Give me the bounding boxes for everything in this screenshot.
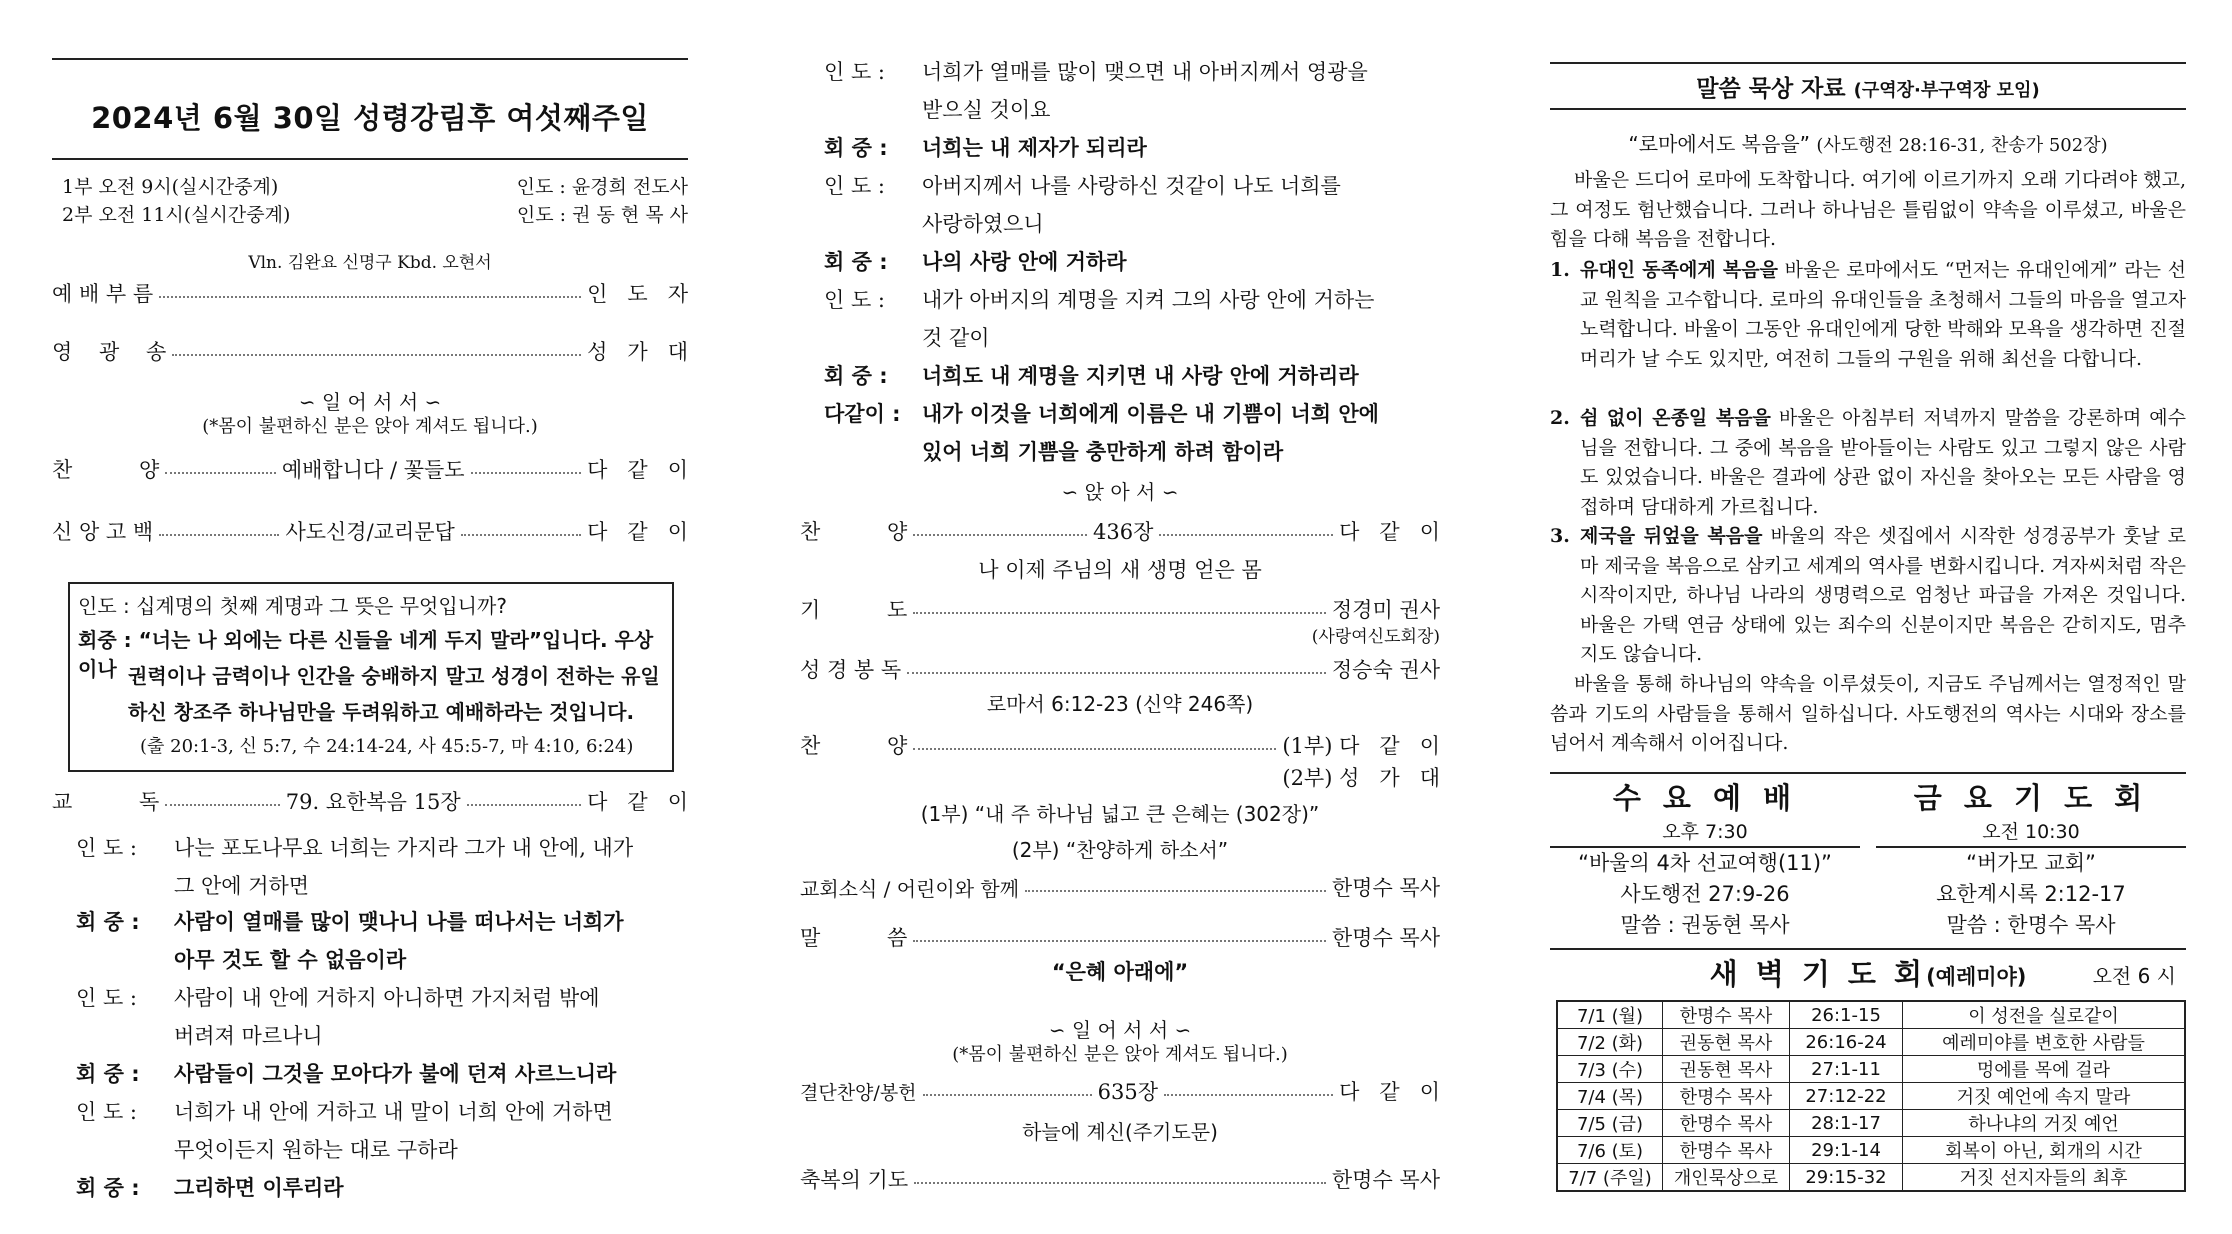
order-value: 정경미 권사 [1331, 598, 1440, 622]
table-row: 7/6 (토) 한명수 목사 29:1-14 회복이 아닌, 회개의 시간 [1557, 1137, 2185, 1164]
point-text: 쉼 없이 온종일 복음을 바울은 아침부터 저녁까지 말씀을 강론하며 예수님을 전합니다. 그 중에 복음을 받아들이는 사람도 있고 그렇지 않은 사람도 있었습니다. 바울은 결과에 상관 없이 자신을 찾아오는 모든 사람을 영접하며 담대하게 가르칩니다. [1580, 407, 2187, 518]
service-2-time: 2부 오전 11시(실시간중계) [62, 204, 291, 226]
order-detail: 79. 요한복음 15장 [285, 790, 461, 814]
order-detail: 사도신경/교리문답 [285, 520, 455, 544]
table-row: 7/7 (주일) 개인묵상으로 29:15-32 거짓 선지자들의 최후 [1557, 1164, 2185, 1192]
order-label: 찬 양 [800, 734, 908, 758]
dawn-title-sub: (예레미야) [1926, 965, 2027, 989]
order-label: 축복의 기도 [800, 1168, 909, 1192]
leader-dots [467, 804, 581, 806]
order-anthem-2: (2부) 성 가 대 [1282, 766, 1440, 790]
order-value: (1부) 다 같 이 [1282, 734, 1440, 758]
order-benediction [800, 1164, 1440, 1194]
point-text: 유대인 동족에게 복음을 바울은 로마에서도 “먼저는 유대인에게” 라는 선교 원칙을 고수합니다. 로마의 유대인들을 초청해서 그들의 마음을 열고자 노력합니다. 바울이 그동안 유대인에게 당한 박해와 모욕을 생각하면 진절머리가 날 수도 있지만, 여전히 그들의 구원을 위해 최선을 다합니다. [1580, 259, 2186, 370]
order-announcements [800, 872, 1440, 902]
leader-dots [913, 748, 1276, 750]
dawn-schedule-table [1556, 1000, 2186, 1192]
order-label: 찬 양 [52, 458, 160, 482]
wednesday-title: 수 요 예 배 [1612, 781, 1798, 815]
standing-marker: ∽ 일 어 서 서 ∽ [298, 390, 442, 414]
meditation-header: 말씀 묵상 자료 (구역장·부구역장 모임) [1696, 76, 2040, 102]
catechism-answer-2: 권력이나 금력이나 인간을 숭배하지 말고 성경이 전하는 유일 [128, 664, 660, 688]
dawn-prayer-header [1550, 952, 2186, 992]
order-label: 예 배 부 름 [52, 282, 154, 306]
friday-reference: 요한계시록 2:12-17 [1936, 882, 2126, 906]
point-number: 3. [1550, 525, 1570, 547]
order-prayer [800, 594, 1440, 624]
order-call-to-worship [52, 278, 688, 308]
title-rule [52, 158, 688, 160]
sitting-marker: ∽ 앉 아 서 ∽ [1061, 480, 1179, 504]
wednesday-time: 오후 7:30 [1550, 817, 1860, 848]
catechism-reference: (출 20:1-3, 신 5:7, 수 24:14-24, 사 45:5-7, 마 4:10, 6:24) [140, 736, 634, 757]
order-label: 교 독 [52, 790, 160, 814]
sermon-title: “은혜 아래에” [1051, 960, 1189, 984]
meditation-point-3 [1550, 522, 2186, 665]
leader-dots [471, 472, 582, 474]
standing-note: (*몸이 불편하신 분은 앉아 계셔도 됩니다.) [952, 1044, 1288, 1065]
meditation-subtitle: “로마에서도 복음을” (사도행전 28:16-31, 찬송가 502장) [1628, 132, 2108, 156]
leader-dots [461, 534, 581, 536]
point-text: 제국을 뒤엎을 복음을 바울의 작은 셋집에서 시작한 성경공부가 훗날 로마 제국을 복음으로 삼키고 세계의 역사를 변화시킵니다. 겨자씨처럼 작은 시작이지만, 하나님 나라의 생명력으로 엄청난 파급을 가져온 것입니다. 바울은 가택 연금 상태에 있는 죄수의 신분이지만 복음은 갇히지도, 멈추지도 않습니다. [1580, 525, 2186, 665]
order-label: 성 경 봉 독 [800, 658, 902, 682]
leader-dots [159, 534, 279, 536]
point-number: 1. [1550, 259, 1570, 281]
meditation-subtitle-ref: (사도행전 28:16-31, 찬송가 502장) [1816, 135, 2108, 156]
service-1-time: 1부 오전 9시(실시간중계) [62, 176, 279, 198]
meditation-closing: 바울을 통해 하나님의 약속을 이루셨듯이, 지금도 주님께서는 열정적인 말씀과 기도의 사람들을 통해서 일하십니다. 사도행전의 역사는 시대와 장소를 넘어서 계속해서 이어집니다. [1550, 673, 2186, 754]
order-detail: 635장 [1097, 1080, 1158, 1104]
table-row: 7/1 (월) 한명수 목사 26:1-15 이 성전을 실로같이 [1557, 1001, 2185, 1029]
meditation-point-2 [1550, 404, 2186, 522]
leader-dots [172, 354, 581, 356]
wednesday-preacher: 말씀 : 권동현 목사 [1620, 913, 1790, 937]
leader-dots [1164, 1094, 1333, 1096]
order-offering [800, 1076, 1440, 1106]
friday-sermon: “버가모 교회” [1966, 851, 2096, 875]
order-value: 정승숙 권사 [1331, 658, 1440, 682]
order-gloria [52, 336, 688, 366]
order-value: 다 같 이 [587, 790, 688, 814]
meditation-header-sub: (구역장·부구역장 모임) [1853, 80, 2040, 101]
leader-dots [1159, 534, 1333, 536]
leader-dots [165, 804, 279, 806]
dawn-title: 새 벽 기 도 회(예레미야) [1709, 957, 2027, 991]
order-value: 한명수 목사 [1331, 926, 1440, 950]
anthem-title-2: (2부) “찬양하게 하소서” [1011, 838, 1229, 862]
musicians: Vln. 김완요 신명구 Kbd. 오현서 [248, 253, 492, 273]
top-rule [52, 58, 688, 60]
order-value: 다 같 이 [1339, 520, 1440, 544]
order-label: 영 광 송 [52, 340, 167, 364]
order-label: 신 앙 고 백 [52, 520, 154, 544]
page-title: 2024년 6월 30일 성령강림후 여섯째주일 [91, 101, 649, 135]
catechism-answer-1: 회중 : “너는 나 외에는 다른 신들을 네게 두지 말라”입니다. 우상이나 [78, 628, 654, 681]
friday-prayer [1876, 776, 2186, 941]
table-row: 7/4 (목) 한명수 목사 27:12-22 거짓 예언에 속지 말라 [1557, 1083, 2185, 1110]
weekly-rule [1550, 772, 2186, 774]
standing-note: (*몸이 불편하신 분은 앉아 계셔도 됩니다.) [202, 416, 538, 437]
friday-time: 오전 10:30 [1876, 817, 2186, 848]
order-value: 성 가 대 [587, 340, 688, 364]
wednesday-service [1550, 776, 1860, 941]
order-scripture [800, 654, 1440, 684]
order-value: 다 같 이 [1339, 1080, 1441, 1104]
dawn-rule [1550, 948, 2186, 950]
wednesday-sermon: “바울의 4차 선교여행(11)” [1578, 851, 1832, 875]
order-responsive-reading [52, 786, 688, 816]
order-label: 결단찬양/봉헌 [800, 1081, 917, 1104]
catechism-box [68, 582, 674, 772]
leader-dots [907, 672, 1326, 674]
leader-dots [913, 612, 1326, 614]
scripture-reference: 로마서 6:12-23 (신약 246쪽) [986, 692, 1254, 716]
anthem-title-1: (1부) “내 주 하나님 넓고 큰 은혜는 (302장)” [920, 802, 1320, 826]
leader-dots [165, 472, 276, 474]
service-2-leader: 인도 : 권 동 현 목 사 [516, 204, 688, 226]
service-1-leader: 인도 : 윤경희 전도사 [516, 176, 688, 198]
order-value: 인 도 자 [587, 282, 688, 306]
order-value: 한명수 목사 [1331, 1168, 1440, 1192]
order-hymn [52, 454, 688, 484]
prayer-leader-note: (사랑여신도회장) [1311, 627, 1440, 647]
leader-dots [914, 1182, 1326, 1184]
order-detail: 예배합니다 / 꽃들도 [281, 458, 465, 482]
order-value: 한명수 목사 [1331, 876, 1440, 900]
meditation-point-1 [1550, 256, 2186, 396]
friday-title: 금 요 기 도 회 [1913, 781, 2149, 815]
leader-dots [1025, 890, 1326, 892]
leader-dots [913, 534, 1087, 536]
order-detail: 436장 [1093, 520, 1154, 544]
friday-preacher: 말씀 : 한명수 목사 [1946, 913, 2116, 937]
point-number: 2. [1550, 407, 1570, 429]
order-label: 교회소식 / 어린이와 함께 [800, 876, 1020, 901]
order-creed [52, 516, 688, 546]
table-row: 7/5 (금) 한명수 목사 28:1-17 하나냐의 거짓 예언 [1557, 1110, 2185, 1137]
order-label: 말 씀 [800, 926, 908, 950]
meditation-intro: 바울은 드디어 로마에 도착합니다. 여기에 이르기까지 오래 기다려야 했고, 그 여정도 험난했습니다. 그러나 하나님은 틀림없이 약속을 이루셨고, 바울은 힘을 다해 복음을 전합니다. [1550, 169, 2186, 250]
leader-dots [159, 296, 581, 298]
standing-marker: ∽ 일 어 서 서 ∽ [1048, 1018, 1192, 1042]
dawn-time: 오전 6 시 [2092, 964, 2176, 988]
table-row: 7/3 (수) 권동현 목사 27:1-11 멍에를 목에 걸라 [1557, 1056, 2185, 1083]
leader-dots [913, 940, 1326, 942]
order-value: 다 같 이 [587, 520, 688, 544]
table-row: 7/2 (화) 권동현 목사 26:16-24 예레미야를 변호한 사람들 [1557, 1029, 2185, 1056]
order-hymn [800, 516, 1440, 546]
hymn-title: 나 이제 주님의 새 생명 얻은 몸 [978, 558, 1262, 582]
order-sermon [800, 922, 1440, 952]
catechism-question: 인도 : 십계명의 첫째 계명과 그 뜻은 무엇입니까? [78, 594, 507, 618]
order-label: 기 도 [800, 598, 908, 622]
order-value: 다 같 이 [587, 458, 688, 482]
catechism-answer-3: 하신 창조주 하나님만을 두려워하고 예배하라는 것입니다. [128, 700, 635, 724]
leader-dots [923, 1094, 1092, 1096]
order-anthem-1 [800, 730, 1440, 760]
header-bottom-rule [1550, 108, 2186, 110]
header-top-rule [1550, 62, 2186, 64]
wednesday-reference: 사도행전 27:9-26 [1620, 882, 1790, 906]
lords-prayer: 하늘에 계신(주기도문) [1022, 1120, 1218, 1144]
order-label: 찬 양 [800, 520, 908, 544]
